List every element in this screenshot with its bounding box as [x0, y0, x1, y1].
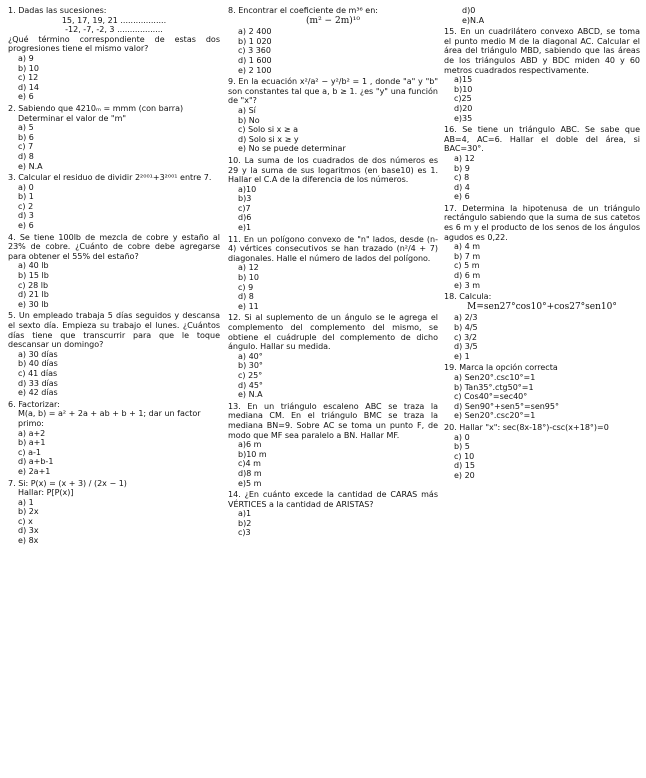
- question-stem: Marca la opción correcta: [459, 363, 558, 373]
- option: a)6 m: [238, 440, 262, 450]
- question-6: [8, 400, 220, 477]
- option: a) 40 lb: [18, 261, 49, 271]
- question-19: [444, 363, 640, 421]
- option: e) 11: [238, 301, 259, 311]
- option: c) 8: [454, 173, 470, 183]
- option: c)3: [238, 528, 251, 538]
- question-18: [444, 292, 640, 361]
- question-stem: Si: P(x) = (x + 3) / (2x − 1): [18, 478, 127, 488]
- question-5: [8, 311, 220, 397]
- question-stem: Determina la hipotenusa de un triángulo rectángulo sabiendo que la suma de sus catetos es 6 m y el producto de los senos de los ángulos agudos es 0,22.: [444, 203, 641, 242]
- question-stem: Encontrar el coeficiente de m³⁶ en:: [238, 6, 378, 15]
- option: d)8 m: [238, 468, 262, 478]
- option: b)10 m: [238, 449, 267, 459]
- sequence-2: -12, -7, -2, 3 ..................: [65, 25, 163, 35]
- question-9: [228, 77, 438, 154]
- option: e) 6: [454, 192, 470, 202]
- question-1: [8, 6, 220, 102]
- option: a) 40°: [238, 351, 263, 361]
- question-20: [444, 423, 640, 481]
- option: b) 15 lb: [18, 271, 49, 281]
- question-number: 14.: [228, 490, 241, 500]
- option: a) 12: [454, 153, 475, 163]
- option: d) 45°: [238, 380, 263, 390]
- option: d) 15: [454, 461, 475, 471]
- option: d) a+b-1: [18, 457, 54, 467]
- option: c) 25°: [238, 370, 263, 380]
- option: a) 5: [18, 123, 34, 133]
- option: a) 2/3: [454, 313, 478, 323]
- question-stem: La suma de los cuadrados de dos números es 29 y la suma de sus logaritmos (en base10) es 1. Hallar el C.A de la diferencia de los números.: [228, 155, 439, 185]
- question-stem: En la ecuación x²/a² − y²/b² = 1 , donde "a" y "b" son constantes tal que a, b ≥ 1. ¿es "y" una función de "x"?: [228, 77, 439, 106]
- option: e) Sen20°.csc20°=1: [454, 411, 536, 421]
- option: e) 2a+1: [18, 466, 51, 476]
- option: b)10: [454, 84, 473, 94]
- option: e) 6: [18, 221, 34, 231]
- option: e)N.A: [462, 15, 485, 25]
- option: c) 3/2: [454, 332, 477, 342]
- option: a) 30 días: [18, 349, 58, 359]
- option: d) 21 lb: [18, 290, 49, 300]
- option: a) 9: [18, 53, 34, 63]
- option: e) 1: [454, 351, 470, 361]
- option: b) 4/5: [454, 323, 478, 332]
- option: d)20: [454, 103, 473, 113]
- option: d) 3x: [18, 526, 39, 536]
- option: a) a+2: [18, 428, 46, 438]
- question-stem: En un triángulo escaleno ABC se traza la mediana CM. En el triángulo BMC se traza la mediana BN=9. Sobre AC se toma un punto F, de modo que MF sea paralelo a BN. Hallar MF.: [228, 401, 438, 440]
- question-number: 17.: [444, 203, 457, 213]
- option: c) 5 m: [454, 261, 480, 271]
- question-stem: En un cuadrilátero convexo ABCD, se toma el punto medio M de la diagonal AC. Calcular el área del triángulo MBD, sabiendo que las áreas de los triángulos ABD y BDC miden 40 y 60 metros cuadrados respectivamente.: [444, 27, 640, 75]
- option: b) Tan35°.ctg50°=1: [454, 382, 534, 392]
- option: b) 2x: [18, 507, 39, 517]
- option: d) 33 días: [18, 378, 58, 388]
- option: b) 9: [454, 163, 470, 173]
- option: e) N.A: [18, 161, 43, 171]
- question-sub: Determinar el valor de "m": [18, 113, 127, 123]
- option: c) Solo si x ≥ a: [238, 125, 299, 135]
- question-2: [8, 104, 220, 171]
- option: b) 5: [454, 442, 470, 452]
- question-7: [8, 479, 220, 546]
- option: b) 10: [238, 273, 259, 283]
- column-right: [444, 6, 640, 483]
- option: b) 30°: [238, 361, 263, 371]
- question-14-continued: [444, 6, 640, 25]
- option: e) 2 100: [238, 65, 272, 75]
- question-expression: M(a, b) = a² + 2a + ab + b + 1; dar un factor primo:: [18, 409, 201, 428]
- option: a) 12: [238, 263, 259, 273]
- question-13: [228, 402, 438, 488]
- sequence-1: 15, 17, 19, 21 ..................: [61, 15, 167, 25]
- option: a) Sen20°.csc10°=1: [454, 372, 536, 382]
- option: a) 0: [454, 432, 470, 442]
- option: e) 8x: [18, 536, 39, 546]
- question-number: 12.: [228, 313, 241, 323]
- option: a) 1: [18, 497, 34, 507]
- question-expression: (m² − 2m)¹⁰: [306, 15, 360, 26]
- option: c) 7: [18, 142, 34, 152]
- option: b) 6: [18, 132, 34, 142]
- column-left: [8, 6, 220, 548]
- option: e) No se puede determinar: [238, 144, 346, 154]
- question-16: [444, 125, 640, 202]
- option: d) 14: [18, 82, 39, 92]
- option: b) 1 020: [238, 36, 272, 46]
- option: c) 2: [18, 201, 34, 211]
- option: a) 0: [18, 182, 34, 192]
- column-middle: [228, 6, 438, 540]
- option: a)15: [454, 75, 473, 85]
- question-11: [228, 235, 438, 312]
- question-number: 16.: [444, 125, 457, 135]
- question-10: [228, 156, 438, 233]
- question-sub: Hallar: P[P(x)]: [18, 488, 74, 498]
- question-number: 8.: [228, 6, 236, 15]
- question-number: 15.: [444, 27, 457, 37]
- question-number: 10.: [228, 155, 241, 165]
- question-number: 1.: [8, 6, 16, 15]
- option: b)2: [238, 518, 252, 528]
- option: e) N.A: [238, 390, 263, 400]
- question-17: [444, 204, 640, 290]
- option: d) 6 m: [454, 271, 481, 281]
- question-stem: ¿En cuánto excede la cantidad de CARAS más VÉRTICES a la cantidad de ARISTAS?: [228, 490, 438, 509]
- question-3: [8, 173, 220, 231]
- option: c) x: [18, 516, 33, 526]
- option: a)10: [238, 184, 257, 194]
- option: c) 10: [454, 451, 475, 461]
- option: c) 12: [18, 73, 39, 83]
- option: c)25: [454, 94, 472, 104]
- option: e) 30 lb: [18, 299, 49, 309]
- option: d) Sen90°+sen5°=sen95°: [454, 401, 559, 411]
- option: b) 10: [18, 63, 39, 73]
- option: a) Sí: [238, 105, 256, 115]
- option: d) 3: [18, 211, 34, 221]
- question-intro: Dadas las sucesiones:: [18, 6, 107, 15]
- question-number: 13.: [228, 401, 241, 411]
- option: e)35: [454, 113, 473, 123]
- option: a) 2 400: [238, 27, 272, 37]
- question-12: [228, 313, 438, 399]
- question-number: 19.: [444, 363, 457, 373]
- option: e) 3 m: [454, 280, 481, 290]
- question-number: 4.: [8, 232, 16, 242]
- question-number: 9.: [228, 77, 236, 87]
- option: b) 1: [18, 192, 34, 202]
- option: b) 40 días: [18, 359, 58, 369]
- option: d) 3/5: [454, 342, 478, 352]
- question-number: 11.: [228, 234, 241, 244]
- question-stem: Hallar "x": sec(8x-18°)-csc(x+18°)=0: [459, 422, 609, 432]
- question-expression: M=sen27°cos10°+cos27°sen10°: [467, 301, 617, 312]
- option: d) 8: [238, 292, 254, 302]
- question-stem: Factorizar:: [18, 399, 60, 409]
- question-number: 3.: [8, 173, 16, 183]
- question-8: [228, 6, 438, 75]
- question-stem: Se tiene un triángulo ABC. Se sabe que AB=4, AC=6. Hallar el doble del área, si BAC=30°.: [444, 125, 640, 154]
- option: b)3: [238, 194, 252, 204]
- option: d)0: [462, 6, 476, 15]
- option: e) 20: [454, 470, 475, 480]
- question-number: 6.: [8, 399, 16, 409]
- option: e) 6: [18, 92, 34, 102]
- question-15: [444, 27, 640, 123]
- question-number: 20.: [444, 422, 457, 432]
- option: c) a-1: [18, 447, 41, 457]
- question-stem: Un empleado trabaja 5 días seguidos y descansa el sexto día. Empieza su trabajo el lunes. ¿Cuántos días tiene que transcurrir para que le toque descansar un domingo?: [8, 311, 220, 350]
- option: c) 9: [238, 282, 254, 292]
- option: c) 41 días: [18, 368, 58, 378]
- option: c)7: [238, 203, 251, 213]
- question-number: 5.: [8, 311, 16, 321]
- option: d) 1 600: [238, 55, 272, 65]
- question-stem: Calcula:: [459, 292, 492, 302]
- option: c) Cos40°=sec40°: [454, 392, 528, 402]
- question-number: 2.: [8, 103, 16, 113]
- option: e)5 m: [238, 478, 262, 488]
- question-14: [228, 490, 438, 538]
- question-4: [8, 233, 220, 310]
- option: a) 4 m: [454, 242, 480, 252]
- option: b) No: [238, 115, 260, 125]
- option: c)4 m: [238, 459, 261, 469]
- option: d) Solo si x ≥ y: [238, 134, 299, 144]
- option: d)6: [238, 213, 252, 223]
- option: c) 28 lb: [18, 280, 49, 290]
- option: a)1: [238, 509, 252, 519]
- option: c) 3 360: [238, 46, 271, 56]
- question-stem: Si al suplemento de un ángulo se le agrega el complemento del complemento del mismo, se obtiene el cuádruple del complemento de dicho ángulo. Hallar su medida.: [228, 313, 439, 352]
- option: b) 7 m: [454, 251, 481, 261]
- option: d) 8: [18, 151, 34, 161]
- question-stem: ¿Qué término correspondiente de estas dos progresiones tiene el mismo valor?: [8, 34, 220, 54]
- question-number: 18.: [444, 292, 457, 302]
- question-stem: Se tiene 100lb de mezcla de cobre y estaño al 23% de cobre. ¿Cuánto de cobre debe agregarse para obtener el 55% del estaño?: [8, 232, 220, 261]
- option: b) a+1: [18, 438, 46, 448]
- question-stem: Calcular el residuo de dividir 2²⁰⁰¹+3²⁰⁰¹ entre 7.: [18, 173, 212, 183]
- question-stem: En un polígono convexo de "n" lados, desde (n- 4) vértices consecutivos se han trazado (n²/4 + 7) diagonales. Halle el número de lados del polígono.: [228, 234, 438, 263]
- option: e)1: [238, 223, 252, 233]
- option: e) 42 días: [18, 388, 58, 398]
- question-number: 7.: [8, 478, 16, 488]
- option: d) 4: [454, 182, 470, 192]
- question-stem: Sabiendo que 4210ₘ = mmm (con barra): [18, 103, 184, 113]
